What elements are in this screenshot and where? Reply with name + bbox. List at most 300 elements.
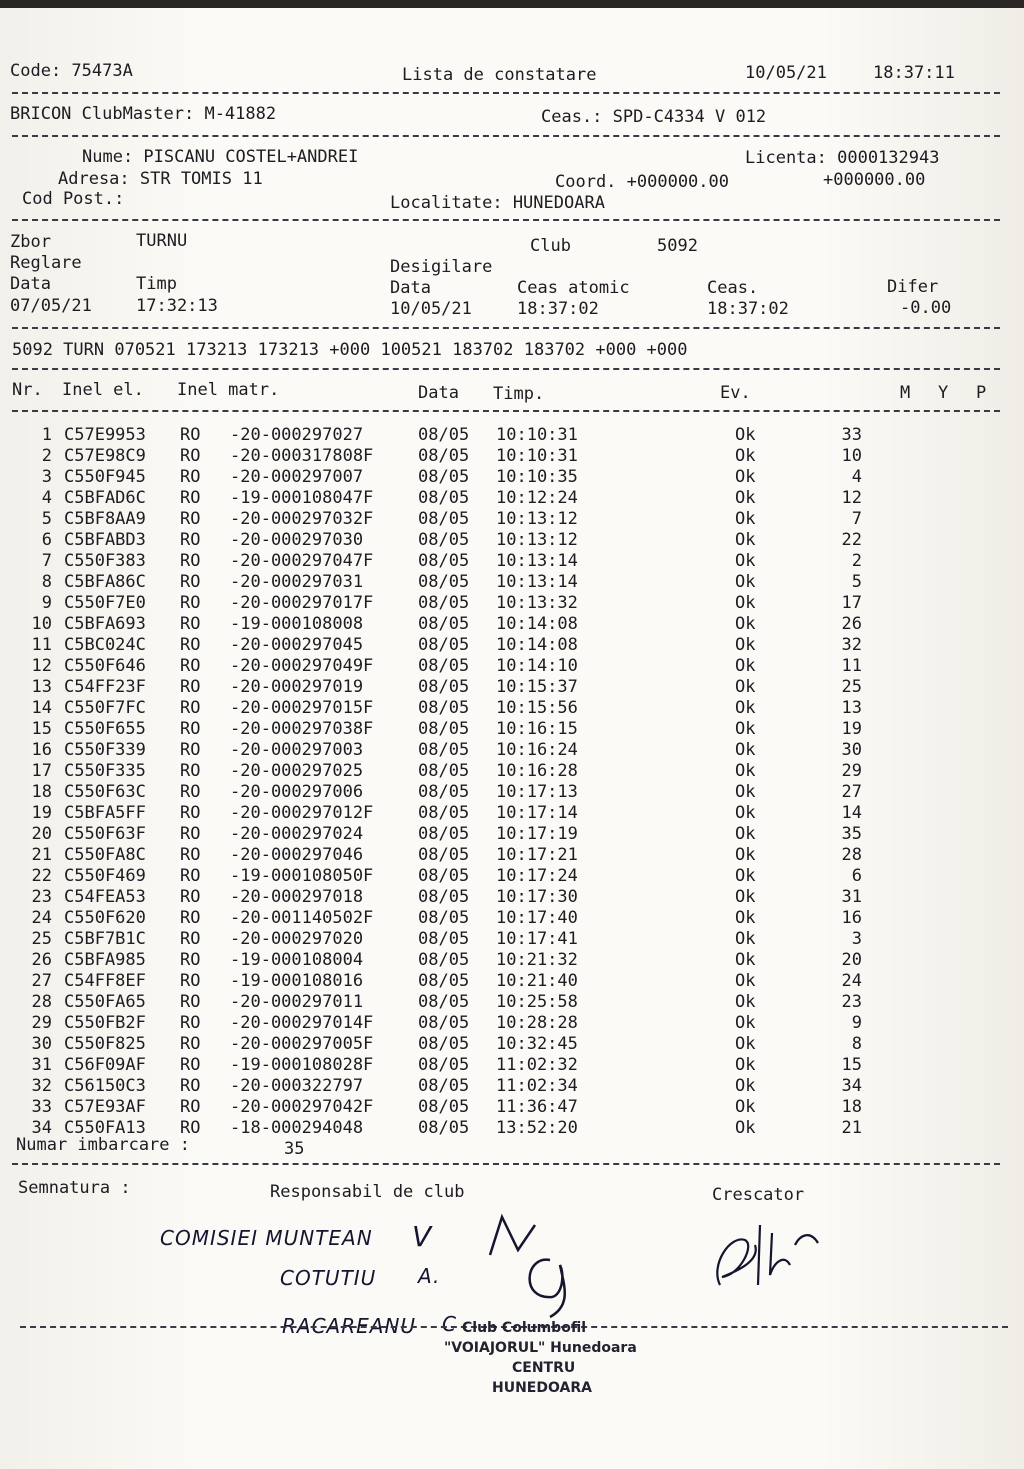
event-status: Ok [735, 761, 756, 781]
col-header-m: M [900, 383, 911, 403]
ring-number: -20-000297032F [230, 509, 374, 529]
table-row [0, 824, 1000, 845]
electronic-ring: C5BFA693 [64, 614, 146, 634]
stamp-line-2: "VOIAJORUL" Hunedoara [444, 1340, 637, 1356]
row-number: 1 [41, 425, 52, 445]
table-row [0, 929, 1000, 950]
row-number: 26 [31, 950, 52, 970]
electronic-ring: C550F335 [64, 761, 146, 781]
table-row [0, 1055, 1000, 1076]
table-row [0, 551, 1000, 572]
position: 11 [841, 656, 862, 676]
event-status: Ok [735, 887, 756, 907]
arrival-date: 08/05 [418, 488, 470, 508]
electronic-ring: C550F469 [64, 866, 146, 886]
position: 4 [851, 467, 862, 487]
header-date: 10/05/21 [745, 63, 827, 83]
table-row [0, 572, 1000, 593]
country-code: RO [180, 1097, 201, 1117]
row-number: 11 [31, 635, 52, 655]
country-code: RO [180, 824, 201, 844]
ring-number: -20-000322797 [230, 1076, 364, 1096]
electronic-ring: C5BF8AA9 [64, 509, 146, 529]
country-code: RO [180, 845, 201, 865]
handwritten-name-2: COTUTIU [280, 1266, 377, 1290]
arrival-date: 08/05 [418, 1013, 470, 1033]
table-row [0, 740, 1000, 761]
ring-number: -18-000294048 [230, 1118, 364, 1138]
event-status: Ok [735, 593, 756, 613]
country-code: RO [180, 698, 201, 718]
arrival-date: 08/05 [418, 467, 470, 487]
arrival-time: 10:28:28 [496, 1013, 578, 1033]
country-code: RO [180, 1055, 201, 1075]
arrival-time: 10:13:14 [496, 572, 578, 592]
divider [12, 368, 1000, 370]
ring-number: -20-000297042F [230, 1097, 374, 1117]
position: 29 [841, 761, 862, 781]
country-code: RO [180, 572, 201, 592]
position: 20 [841, 950, 862, 970]
position: 26 [841, 614, 862, 634]
arrival-time: 10:17:21 [496, 845, 578, 865]
event-status: Ok [735, 425, 756, 445]
clock-id: Ceas.: SPD-C4334 V 012 [541, 107, 767, 127]
ring-number: -20-000297049F [230, 656, 374, 676]
ring-number: -20-000297027 [230, 425, 364, 445]
arrival-time: 13:52:20 [496, 1118, 578, 1138]
event-status: Ok [735, 467, 756, 487]
arrival-date: 08/05 [418, 929, 470, 949]
row-number: 29 [31, 1013, 52, 1033]
locality: Localitate: HUNEDOARA [390, 193, 605, 213]
atomic-clock-label: Ceas atomic [517, 278, 630, 298]
ring-number: -20-000297047F [230, 551, 374, 571]
position: 21 [841, 1118, 862, 1138]
table-row [0, 887, 1000, 908]
arrival-date: 08/05 [418, 992, 470, 1012]
position: 12 [841, 488, 862, 508]
arrival-date: 08/05 [418, 551, 470, 571]
event-status: Ok [735, 509, 756, 529]
row-number: 8 [41, 572, 52, 592]
boarding-count-value: 35 [284, 1139, 305, 1159]
table-row [0, 1013, 1000, 1034]
position: 28 [841, 845, 862, 865]
ring-number: -19-000108047F [230, 488, 374, 508]
arrival-date: 08/05 [418, 593, 470, 613]
country-code: RO [180, 593, 201, 613]
ring-number: -20-000297015F [230, 698, 374, 718]
event-status: Ok [735, 1055, 756, 1075]
arrival-time: 10:14:10 [496, 656, 578, 676]
position: 25 [841, 677, 862, 697]
arrival-date: 08/05 [418, 1055, 470, 1075]
ring-number: -19-000108028F [230, 1055, 374, 1075]
electronic-ring: C5BC024C [64, 635, 146, 655]
stamp-line-4: HUNEDOARA [492, 1380, 592, 1396]
row-number: 6 [41, 530, 52, 550]
event-status: Ok [735, 572, 756, 592]
country-code: RO [180, 992, 201, 1012]
electronic-ring: C57E98C9 [64, 446, 146, 466]
arrival-time: 10:25:58 [496, 992, 578, 1012]
country-code: RO [180, 782, 201, 802]
row-number: 31 [31, 1055, 52, 1075]
country-code: RO [180, 866, 201, 886]
table-row [0, 488, 1000, 509]
electronic-ring: C550FA13 [64, 1118, 146, 1138]
arrival-date: 08/05 [418, 719, 470, 739]
electronic-ring: C550F7E0 [64, 593, 146, 613]
row-number: 18 [31, 782, 52, 802]
event-status: Ok [735, 698, 756, 718]
desigilare-date: 10/05/21 [390, 299, 472, 319]
arrival-date: 08/05 [418, 740, 470, 760]
event-status: Ok [735, 929, 756, 949]
electronic-ring: C54FF23F [64, 677, 146, 697]
col-header-p: P [976, 383, 987, 403]
ring-number: -20-000297014F [230, 1013, 374, 1033]
arrival-time: 10:14:08 [496, 635, 578, 655]
arrival-time: 10:17:24 [496, 866, 578, 886]
arrival-date: 08/05 [418, 824, 470, 844]
ring-number: -20-000297006 [230, 782, 364, 802]
handwritten-initial-2: A. [418, 1264, 441, 1288]
handwritten-initial: V [412, 1220, 433, 1253]
country-code: RO [180, 677, 201, 697]
arrival-date: 08/05 [418, 446, 470, 466]
table-row [0, 677, 1000, 698]
country-code: RO [180, 467, 201, 487]
electronic-ring: C550F339 [64, 740, 146, 760]
col-header-y: Y [938, 383, 949, 403]
arrival-date: 08/05 [418, 1076, 470, 1096]
ring-number: -20-000297005F [230, 1034, 374, 1054]
club-responsible-label: Responsabil de club [270, 1182, 465, 1202]
ring-number: -20-000317808F [230, 446, 374, 466]
reglare-label: Reglare [10, 253, 82, 273]
table-row [0, 803, 1000, 824]
arrival-time: 10:13:12 [496, 509, 578, 529]
position: 10 [841, 446, 862, 466]
electronic-ring: C56150C3 [64, 1076, 146, 1096]
arrival-date: 08/05 [418, 782, 470, 802]
arrival-time: 10:17:13 [496, 782, 578, 802]
country-code: RO [180, 1013, 201, 1033]
event-status: Ok [735, 971, 756, 991]
data-label: Data [10, 274, 51, 294]
electronic-ring: C5BFA985 [64, 950, 146, 970]
country-code: RO [180, 740, 201, 760]
row-number: 7 [41, 551, 52, 571]
table-row [0, 698, 1000, 719]
table-row [0, 971, 1000, 992]
electronic-ring: C5BFAD6C [64, 488, 146, 508]
arrival-date: 08/05 [418, 635, 470, 655]
arrival-time: 10:13:12 [496, 530, 578, 550]
arrival-date: 08/05 [418, 971, 470, 991]
row-number: 10 [31, 614, 52, 634]
arrival-date: 08/05 [418, 509, 470, 529]
event-status: Ok [735, 446, 756, 466]
country-code: RO [180, 929, 201, 949]
position: 30 [841, 740, 862, 760]
electronic-ring: C57E9953 [64, 425, 146, 445]
country-code: RO [180, 509, 201, 529]
electronic-ring: C56F09AF [64, 1055, 146, 1075]
row-number: 4 [41, 488, 52, 508]
handwritten-name-3: RACAREANU [282, 1314, 417, 1338]
boarding-count-label: Numar imbarcare : [16, 1135, 190, 1155]
position: 19 [841, 719, 862, 739]
ring-number: -20-000297024 [230, 824, 364, 844]
signature-scribble-responsible [480, 1205, 600, 1325]
position: 17 [841, 593, 862, 613]
clock-label: Ceas. [707, 278, 759, 298]
event-status: Ok [735, 1076, 756, 1096]
arrival-time: 11:02:34 [496, 1076, 578, 1096]
arrival-time: 10:12:24 [496, 488, 578, 508]
handwritten-commission-name: COMISIEI MUNTEAN [160, 1226, 373, 1250]
table-row [0, 761, 1000, 782]
col-header-inel-el: Inel el. [62, 380, 144, 400]
summary-line: 5092 TURN 070521 173213 173213 +000 100521 183702 183702 +000 +000 [12, 340, 688, 360]
row-number: 27 [31, 971, 52, 991]
arrival-date: 08/05 [418, 887, 470, 907]
country-code: RO [180, 719, 201, 739]
electronic-ring: C550F63F [64, 824, 146, 844]
arrival-time: 10:32:45 [496, 1034, 578, 1054]
ring-number: -19-000108004 [230, 950, 364, 970]
table-row [0, 845, 1000, 866]
electronic-ring: C550F646 [64, 656, 146, 676]
ring-number: -20-000297003 [230, 740, 364, 760]
header-time: 18:37:11 [873, 63, 955, 83]
stamp-line-3: CENTRU [512, 1360, 576, 1376]
table-row [0, 1097, 1000, 1118]
position: 23 [841, 992, 862, 1012]
arrival-time: 10:16:15 [496, 719, 578, 739]
event-status: Ok [735, 530, 756, 550]
electronic-ring: C5BF7B1C [64, 929, 146, 949]
ring-number: -19-000108050F [230, 866, 374, 886]
table-row [0, 530, 1000, 551]
event-status: Ok [735, 908, 756, 928]
event-status: Ok [735, 950, 756, 970]
document-title: Lista de constatare [402, 65, 597, 85]
arrival-time: 10:17:40 [496, 908, 578, 928]
electronic-ring: C550F945 [64, 467, 146, 487]
electronic-ring: C5BFA86C [64, 572, 146, 592]
arrival-date: 08/05 [418, 1097, 470, 1117]
position: 5 [851, 572, 862, 592]
event-status: Ok [735, 866, 756, 886]
position: 32 [841, 635, 862, 655]
flight-label: Zbor [10, 232, 51, 252]
event-status: Ok [735, 824, 756, 844]
arrival-date: 08/05 [418, 698, 470, 718]
country-code: RO [180, 656, 201, 676]
club-label: Club [530, 236, 571, 256]
position: 18 [841, 1097, 862, 1117]
electronic-ring: C57E93AF [64, 1097, 146, 1117]
row-number: 25 [31, 929, 52, 949]
position: 35 [841, 824, 862, 844]
table-row [0, 950, 1000, 971]
table-row [0, 908, 1000, 929]
row-number: 23 [31, 887, 52, 907]
electronic-ring: C550F655 [64, 719, 146, 739]
table-row [0, 593, 1000, 614]
ring-number: -20-001140502F [230, 908, 374, 928]
position: 13 [841, 698, 862, 718]
ring-number: -20-000297011 [230, 992, 364, 1012]
electronic-ring: C550F825 [64, 1034, 146, 1054]
electronic-ring: C5BFA5FF [64, 803, 146, 823]
table-row [0, 425, 1000, 446]
arrival-time: 11:02:32 [496, 1055, 578, 1075]
owner-address: Adresa: STR TOMIS 11 [58, 169, 263, 189]
position: 14 [841, 803, 862, 823]
event-status: Ok [735, 782, 756, 802]
row-number: 19 [31, 803, 52, 823]
ring-number: -20-000297017F [230, 593, 374, 613]
table-row [0, 467, 1000, 488]
divider [12, 135, 1000, 137]
col-header-ev: Ev. [720, 383, 751, 403]
row-number: 32 [31, 1076, 52, 1096]
row-number: 22 [31, 866, 52, 886]
event-status: Ok [735, 1034, 756, 1054]
club-number: 5092 [657, 236, 698, 256]
position: 22 [841, 530, 862, 550]
arrival-date: 08/05 [418, 1118, 470, 1138]
arrival-time: 10:16:24 [496, 740, 578, 760]
country-code: RO [180, 530, 201, 550]
arrival-date: 08/05 [418, 1034, 470, 1054]
row-number: 33 [31, 1097, 52, 1117]
position: 33 [841, 425, 862, 445]
table-row [0, 446, 1000, 467]
position: 9 [851, 1013, 862, 1033]
row-number: 12 [31, 656, 52, 676]
col-header-data: Data [418, 383, 459, 403]
position: 31 [841, 887, 862, 907]
table-row [0, 992, 1000, 1013]
divider [12, 219, 1000, 221]
arrival-date: 08/05 [418, 677, 470, 697]
country-code: RO [180, 1034, 201, 1054]
country-code: RO [180, 551, 201, 571]
country-code: RO [180, 488, 201, 508]
country-code: RO [180, 635, 201, 655]
event-status: Ok [735, 1097, 756, 1117]
table-row [0, 1076, 1000, 1097]
row-number: 15 [31, 719, 52, 739]
arrival-time: 11:36:47 [496, 1097, 578, 1117]
ring-number: -20-000297019 [230, 677, 364, 697]
arrival-time: 10:16:28 [496, 761, 578, 781]
country-code: RO [180, 761, 201, 781]
position: 2 [851, 551, 862, 571]
electronic-ring: C550FA8C [64, 845, 146, 865]
arrival-date: 08/05 [418, 845, 470, 865]
arrival-time: 10:13:32 [496, 593, 578, 613]
country-code: RO [180, 446, 201, 466]
ring-number: -20-000297046 [230, 845, 364, 865]
row-number: 20 [31, 824, 52, 844]
arrival-time: 10:17:19 [496, 824, 578, 844]
event-status: Ok [735, 719, 756, 739]
event-status: Ok [735, 551, 756, 571]
breeder-label: Crescator [712, 1185, 805, 1205]
license-number: Licenta: 0000132943 [745, 148, 940, 168]
arrival-date: 08/05 [418, 803, 470, 823]
ring-number: -20-000297018 [230, 887, 364, 907]
event-status: Ok [735, 1118, 756, 1138]
difference-value: -0.00 [900, 298, 952, 318]
owner-name: Nume: PISCANU COSTEL+ANDREI [82, 147, 359, 167]
clubmaster-id: BRICON ClubMaster: M-41882 [10, 104, 277, 124]
postal-code-label: Cod Post.: [22, 189, 125, 209]
row-number: 2 [41, 446, 52, 466]
country-code: RO [180, 908, 201, 928]
ring-number: -20-000297012F [230, 803, 374, 823]
reglare-time: 17:32:13 [136, 296, 218, 316]
arrival-date: 08/05 [418, 761, 470, 781]
electronic-ring: C550FB2F [64, 1013, 146, 1033]
electronic-ring: C550F383 [64, 551, 146, 571]
row-number: 21 [31, 845, 52, 865]
row-number: 17 [31, 761, 52, 781]
arrival-date: 08/05 [418, 572, 470, 592]
arrival-time: 10:13:14 [496, 551, 578, 571]
position: 3 [851, 929, 862, 949]
ring-number: -20-000297025 [230, 761, 364, 781]
row-number: 24 [31, 908, 52, 928]
arrival-time: 10:15:56 [496, 698, 578, 718]
table-row [0, 635, 1000, 656]
position: 6 [851, 866, 862, 886]
electronic-ring: C550F620 [64, 908, 146, 928]
arrival-time: 10:14:08 [496, 614, 578, 634]
table-row [0, 509, 1000, 530]
divider [12, 1163, 1000, 1165]
divider [12, 327, 1000, 329]
arrival-time: 10:15:37 [496, 677, 578, 697]
arrival-time: 10:10:31 [496, 425, 578, 445]
event-status: Ok [735, 677, 756, 697]
table-row [0, 866, 1000, 887]
ring-number: -20-000297031 [230, 572, 364, 592]
divider [12, 92, 1000, 94]
row-number: 30 [31, 1034, 52, 1054]
electronic-ring: C54FEA53 [64, 887, 146, 907]
country-code: RO [180, 425, 201, 445]
handwritten-initial-3: C [442, 1312, 457, 1336]
arrival-date: 08/05 [418, 614, 470, 634]
ring-number: -19-000108008 [230, 614, 364, 634]
event-status: Ok [735, 488, 756, 508]
divider [12, 410, 1000, 412]
country-code: RO [180, 887, 201, 907]
breeder-signature [700, 1215, 850, 1305]
arrival-time: 10:17:30 [496, 887, 578, 907]
arrival-date: 08/05 [418, 950, 470, 970]
table-row [0, 719, 1000, 740]
coordinates-lon: +000000.00 [823, 170, 926, 190]
